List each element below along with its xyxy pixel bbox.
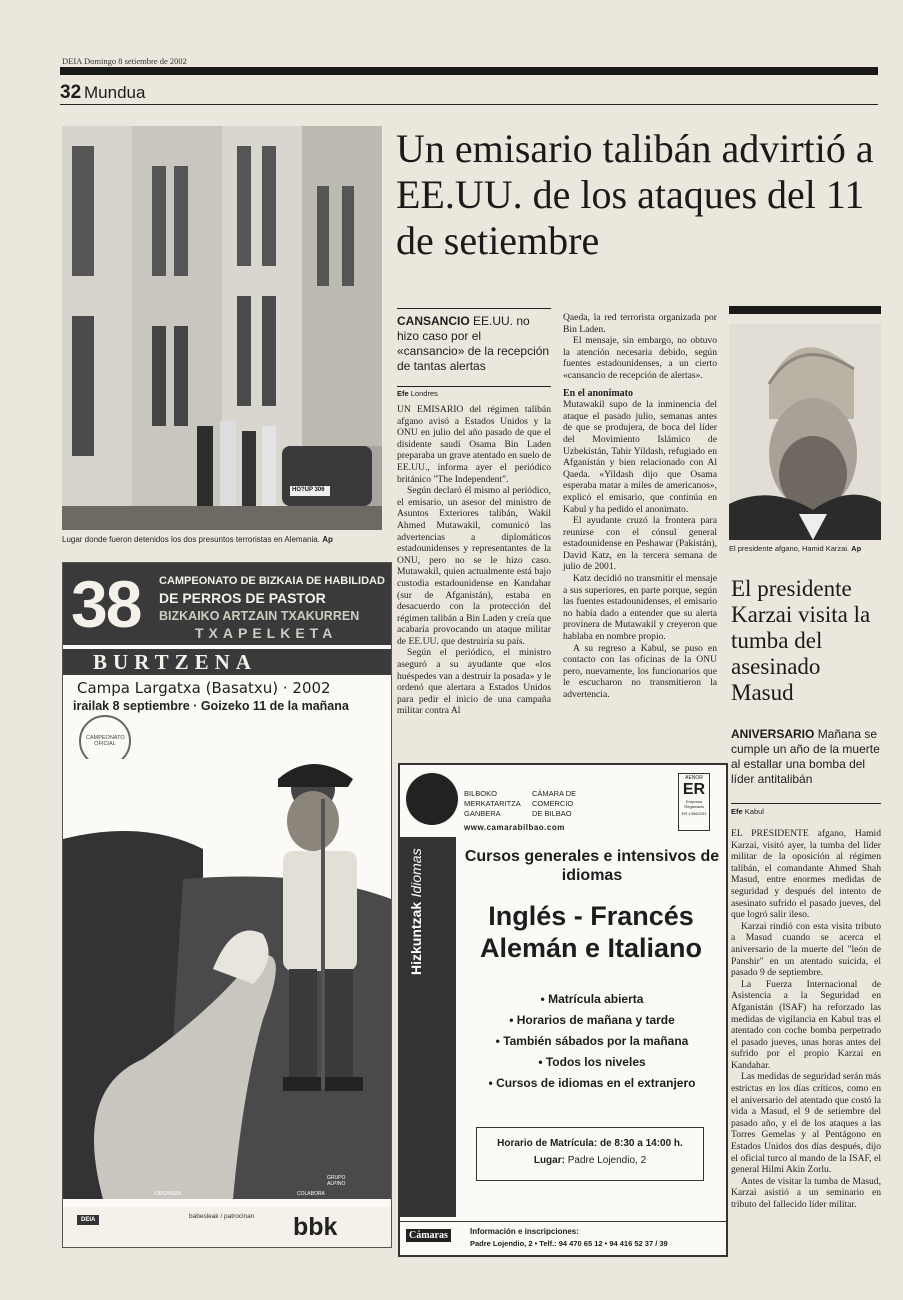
main-subhead-keyword: CANSANCIO bbox=[397, 314, 470, 328]
org-es-3: DE BILBAO bbox=[532, 809, 572, 818]
side-credit-place: Kabul bbox=[744, 807, 764, 816]
poster-title-eu-1: BIZKAIKO ARTZAIN TXAKURREN bbox=[159, 609, 360, 623]
main-headline: Un emisario talibán advirtió a EE.UU. de los ataques del 11 de setiembre bbox=[396, 126, 874, 263]
main-col2-p1: Qaeda, la red terrorista organizada por Bin Laden. bbox=[563, 312, 717, 335]
main-subhead bbox=[397, 314, 551, 374]
karzai-caption-text: El presidente afgano, Hamid Karzai. bbox=[729, 544, 850, 553]
poster-footer-sponsor: babesleak / patrocinan bbox=[189, 1213, 255, 1220]
place-label: Lugar: bbox=[533, 1155, 565, 1166]
info-value: Padre Lojendio, 2 • Telf.: 94 470 65 12 • 94 416 52 37 / 39 bbox=[470, 1239, 668, 1248]
poster-title-es-1: CAMPEONATO DE BIZKAIA DE HABILIDAD bbox=[159, 575, 385, 587]
bullet-text-3: También sábados por la mañana bbox=[503, 1034, 689, 1048]
idiomas-side-label bbox=[408, 848, 426, 975]
bullet-item: • También sábados por la mañana bbox=[495, 1034, 689, 1048]
main-col2-p3: Mutawakil supo de la inminencia del ataque el pasado julio, semanas antes de que se produjera, de boca del líder del Movimiento Islámico de Uzbekistán, Tahir Yildash, refugiado en Afganistán y bien relacionado con Al Qaeda. «Yildash dijo que Osama esperaba matar a miles de americanos», explicó el emisario, que continúa en Kabul y ha pedido el anonimato. bbox=[563, 399, 717, 515]
main-photo-caption bbox=[62, 535, 382, 544]
main-col1-p2: Según declaró él mismo al periódico, el emisario, un asesor del ministro de Asuntos Exteriores talibán, Wakil Ahmed Mutawakil, comunicó las advertencias a diplomáticos estadounidenses y representantes de la ONU, pero no se le hizo caso. Mutawakil, quien actualmente está bajo custodia estadounidense en Kandahar (sur de Afganistán), estaba en desacuerdo con la protección del régimen talibán a Bin Laden y creía que acabaría provocando un ataque militar de EE.UU. que destruiría su país. bbox=[397, 485, 551, 647]
info-label: Información e inscripciones: bbox=[470, 1227, 579, 1236]
bullet-item: • Horarios de mañana y tarde bbox=[509, 1013, 675, 1027]
car-plate: HO?UP 306 bbox=[292, 487, 325, 493]
side-p5: Antes de visitar la tumba de Masud, Karzai asistió a un seminario en tributo del fallecido líder militar. bbox=[731, 1175, 881, 1210]
camaras-footer-brand: Cámaras bbox=[406, 1229, 451, 1242]
main-photo-credit: Ap bbox=[322, 535, 333, 544]
side-headline: El presidente Karzai visita la tumba del asesinado Masud bbox=[731, 576, 871, 705]
poster-footer-organiza: ORGANIZA bbox=[155, 1191, 182, 1197]
idiomas-side-1: Hizkuntzak bbox=[408, 901, 424, 975]
org-es-2: COMERCIO bbox=[532, 799, 574, 808]
camara-url[interactable]: www.camarabilbao.com bbox=[464, 823, 565, 832]
section-name: Mundua bbox=[84, 83, 146, 102]
bullet-item: • Cursos de idiomas en el extranjero bbox=[488, 1076, 696, 1090]
main-col2-p2: El mensaje, sin embargo, no obtuvo la atención necesaria debido, según fuentes estadounidenses, a un cierto «cansancio de recepción de alertas». bbox=[563, 335, 717, 381]
poster-title-eu-2: TXAPELKETA bbox=[195, 625, 338, 641]
masthead-rule bbox=[60, 67, 878, 75]
poster-place-year: Campa Largatxa (Basatxu) · 2002 bbox=[77, 679, 331, 697]
idiomas-side-2: Idiomas bbox=[408, 848, 424, 898]
langs-line-1: Inglés - Francés bbox=[488, 901, 694, 931]
org-eu-2: MERKATARITZA bbox=[464, 799, 521, 808]
main-photo-caption-text: Lugar donde fueron detenidos los dos presuntos terroristas en Alemania. bbox=[62, 535, 320, 544]
schedule-value: de 8:30 a 14:00 h. bbox=[599, 1138, 683, 1149]
shepherd-dog-illustration bbox=[63, 759, 391, 1199]
aenor-code: ER-1396/2/01 bbox=[681, 811, 707, 816]
poster-title-es-2: DE PERROS DE PASTOR bbox=[159, 590, 326, 606]
side-subhead-keyword: ANIVERSARIO bbox=[731, 727, 815, 741]
side-credit bbox=[731, 807, 764, 816]
main-col2-subhead: En el anonimato bbox=[563, 387, 634, 399]
poster-seal-text: CAMPEONATO OFICIAL bbox=[86, 735, 125, 747]
main-col1-p3: Según el periódico, el ministro aseguró a su ayudante que «los huéspedes van a destruir la posada» y le ordenó que alertara a Estados Unidos para pedir el inicio de una campaña militar contra Al bbox=[397, 647, 551, 717]
aenor-text: Empresa Registrada bbox=[684, 799, 704, 809]
bullet-text-2: Horarios de mañana y tarde bbox=[516, 1013, 675, 1027]
aenor-top: AENOR bbox=[685, 775, 703, 781]
side-top-rule bbox=[729, 306, 881, 314]
course-bullets bbox=[462, 989, 722, 1094]
schedule-box bbox=[476, 1127, 704, 1181]
poster-footer-grupo: GRUPO ALPINO bbox=[327, 1175, 346, 1187]
org-es-1: CÁMARA DE bbox=[532, 789, 577, 798]
main-col2-p4: El ayudante cruzó la frontera para reunirse con el cónsul general estadounidense en Peshawar (Pakistán), David Katz, en la tercera semana de julio de 2001. bbox=[563, 515, 717, 573]
course-title: Cursos generales e intensivos de idiomas bbox=[464, 848, 720, 884]
language-ad[interactable] bbox=[398, 763, 728, 1257]
main-col1-p1: UN EMISARIO del régimen talibán afgano avisó a Estados Unidos y la ONU en julio del año pasado de que el disidente saudí Osama Bin Laden preparaba un grave atentado en suelo de EE.UU., informa ayer el periódico británico "The Independent". bbox=[397, 404, 551, 485]
section-rule bbox=[60, 104, 878, 105]
karzai-caption bbox=[729, 544, 889, 553]
side-subhead bbox=[731, 727, 881, 787]
credit-rule bbox=[397, 386, 551, 387]
side-credit-rule bbox=[731, 803, 881, 804]
poster-footer-deia: DEIA bbox=[77, 1215, 99, 1225]
bullet-text-4: Todos los niveles bbox=[545, 1055, 646, 1069]
side-p1: EL PRESIDENTE afgano, Hamid Karzai, visitó ayer, la tumba del líder militar de la oposición al régimen talibán, el comandante Ahmed Shah Masud, entre enormes medidas de seguridad y después del intento de asesinato sufrido el pasado jueves, del que logró salir ileso. bbox=[731, 828, 881, 921]
place-value: Padre Lojendio, 2 bbox=[567, 1155, 647, 1166]
camara-logo-icon bbox=[406, 773, 458, 825]
poster-footer-colabora: COLABORA bbox=[297, 1191, 325, 1197]
poster-date-line: irailak 8 septiembre · Goizeko 11 de la mañana bbox=[73, 699, 349, 713]
side-p4: Las medidas de seguridad serán más estrictas en los días críticos, como en el aniversario del atentado que costó la vida a Masud, el 9 de setiembre del pasado año, y el de los ataques a las Torres Gemelas y al Pentágono en Estados Unidos dos días después, dijo el oficial turco al mando de la ISAF, el general Hilmi Akin Zorlu. bbox=[731, 1071, 881, 1176]
subhead-rule bbox=[397, 308, 551, 309]
side-p3: La Fuerza Internacional de Asistencia a la Seguridad en Afganistán (ISAF) ha reforzado las medidas de vigilancia en Kabul tras el atentado con coche bomba perpetrado el pasado jueves, unas horas antes del sufrido por el propio Karzai en Kandahar. bbox=[731, 978, 881, 1071]
side-p2: Karzai rindió con esta visita tributo a Masud cuando se acerca el aniversario de la muerte del "león de Panshir" en un atentado suicida, el pasado 9 de septiembre. bbox=[731, 920, 881, 979]
main-credit-agency: Efe bbox=[397, 389, 409, 398]
main-column-2 bbox=[563, 312, 717, 701]
main-photo bbox=[62, 126, 382, 530]
main-credit-place: Londres bbox=[410, 389, 438, 398]
bullet-item: • Matrícula abierta bbox=[540, 992, 644, 1006]
bullet-text-1: Matrícula abierta bbox=[548, 992, 644, 1006]
langs-line-2: Alemán e Italiano bbox=[479, 933, 703, 963]
poster-footer-bbk: bbk bbox=[293, 1213, 338, 1241]
side-subhead-text: Mañana se cumple un año de la muerte al estallar una bomba del líder antitalibán bbox=[731, 727, 880, 786]
main-credit bbox=[397, 389, 438, 398]
main-subhead-text: EE.UU. no hizo caso por el «cansancio» de la recepción de tantas alertas bbox=[397, 314, 550, 373]
karzai-portrait-illustration bbox=[729, 324, 881, 540]
masthead-line: DEIA Domingo 8 setiembre de 2002 bbox=[62, 56, 187, 66]
karzai-photo bbox=[729, 324, 881, 540]
karzai-photo-credit: Ap bbox=[851, 544, 862, 553]
side-credit-agency: Efe bbox=[731, 807, 743, 816]
org-eu-1: BILBOKO bbox=[464, 789, 497, 798]
bullet-text-5: Cursos de idiomas en el extranjero bbox=[496, 1076, 696, 1090]
main-col2-p6: A su regreso a Kabul, se puso en contacto con las oficinas de la ONU pero, nuevamente, los funcionarios que le escucharon no transmitieron la advertencia. bbox=[563, 642, 717, 700]
bullet-item: • Todos los niveles bbox=[538, 1055, 646, 1069]
side-column bbox=[731, 828, 881, 1211]
apartment-building-illustration bbox=[62, 126, 382, 530]
schedule-label: Horario de Matrícula: bbox=[497, 1138, 598, 1149]
aenor-mark: ER bbox=[682, 781, 706, 798]
main-col2-p5: Katz decidió no transmitir el mensaje a sus superiores, en parte porque, según las fuentes estadounidenses, el emisario no había dado a entender que su alerta provinera de Mutawakil y creyeron que hablaba en nombre propio. bbox=[563, 573, 717, 643]
poster-brand: BURTZENA bbox=[93, 650, 257, 674]
poster-ad[interactable] bbox=[62, 562, 392, 1248]
org-eu-3: GANBERA bbox=[464, 809, 501, 818]
poster-number: 38 bbox=[71, 567, 141, 641]
main-column-1 bbox=[397, 404, 551, 717]
aenor-badge bbox=[678, 773, 710, 831]
page-number: 32 bbox=[60, 82, 82, 103]
